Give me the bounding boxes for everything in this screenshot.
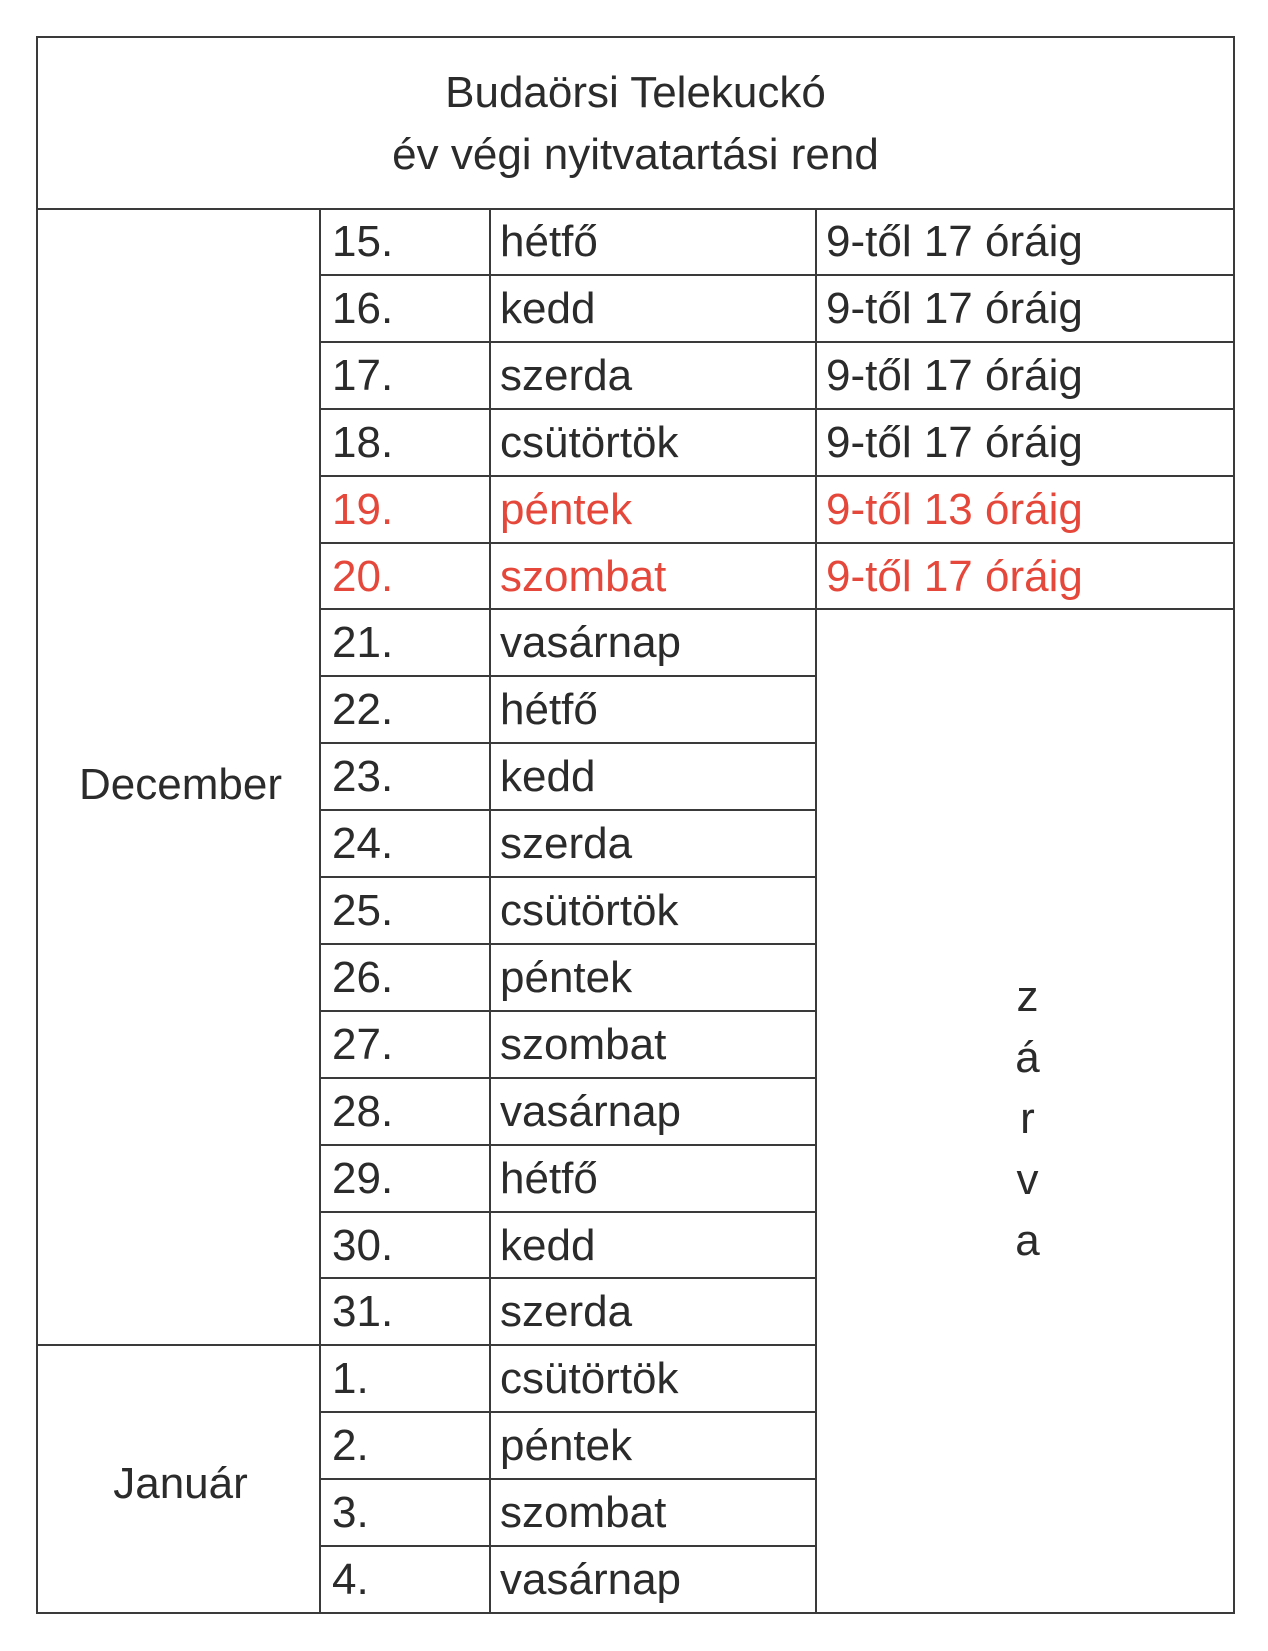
month-divider	[38, 1344, 320, 1346]
closed-letter: a	[1015, 1216, 1040, 1265]
column-divider-hours	[815, 208, 817, 1613]
weekday-name: kedd	[500, 283, 596, 333]
month-december: December	[79, 760, 282, 809]
weekday-name: kedd	[500, 752, 596, 802]
day-number: 22.	[332, 685, 394, 735]
weekday-name: szombat	[500, 1488, 667, 1538]
row-divider	[320, 475, 1233, 477]
opening-hours: 9-től 17 óráig	[826, 350, 1083, 400]
schedule-title	[36, 36, 1235, 210]
row-divider	[320, 408, 1233, 410]
opening-hours: 9-től 17 óráig	[826, 551, 1083, 601]
row-divider	[320, 608, 1233, 610]
weekday-name: vasárnap	[500, 618, 682, 668]
day-number: 23.	[332, 752, 394, 802]
opening-hours: 9-től 17 óráig	[826, 417, 1083, 467]
day-number: 24.	[332, 819, 394, 869]
weekday-name: szerda	[500, 819, 633, 869]
weekday-name: hétfő	[500, 217, 598, 266]
weekday-name: vasárnap	[500, 1086, 682, 1136]
day-number: 1.	[332, 1354, 369, 1404]
opening-hours: 9-től 13 óráig	[826, 484, 1083, 534]
day-number: 21.	[332, 618, 394, 668]
row-divider	[320, 274, 1233, 276]
weekday-name: szerda	[500, 350, 633, 400]
day-number: 18.	[332, 417, 394, 467]
title-line-2: év végi nyitvatartási rend	[392, 130, 879, 179]
day-number: 17.	[332, 350, 394, 400]
day-number: 20.	[332, 551, 394, 601]
day-number: 25.	[332, 886, 394, 935]
weekday-name: péntek	[500, 1421, 633, 1471]
closed-letter: r	[1020, 1094, 1035, 1143]
weekday-name: csütörtök	[500, 1354, 679, 1404]
day-number: 27.	[332, 1019, 394, 1069]
month-januar: Január	[113, 1459, 248, 1508]
row-divider	[320, 341, 1233, 343]
title-line-1: Budaörsi Telekuckó	[445, 68, 826, 117]
day-number: 3.	[332, 1488, 369, 1538]
day-number: 26.	[332, 952, 394, 1002]
column-divider-weekday	[489, 208, 491, 1613]
day-number: 16.	[332, 283, 394, 333]
weekday-name: péntek	[500, 484, 633, 534]
weekday-name: szombat	[500, 551, 667, 601]
column-divider-day	[319, 208, 321, 1613]
day-number: 30.	[332, 1220, 394, 1270]
day-number: 15.	[332, 217, 394, 266]
weekday-name: szerda	[500, 1287, 633, 1337]
closed-letter: v	[1016, 1155, 1039, 1204]
weekday-name: hétfő	[500, 1153, 598, 1203]
weekday-name: csütörtök	[500, 886, 679, 935]
day-number: 28.	[332, 1086, 394, 1136]
day-number: 29.	[332, 1153, 394, 1203]
weekday-name: kedd	[500, 1220, 596, 1270]
weekday-name: péntek	[500, 952, 633, 1002]
weekday-name: vasárnap	[500, 1555, 682, 1604]
day-number: 4.	[332, 1555, 369, 1604]
weekday-name: hétfő	[500, 685, 598, 735]
weekday-name: csütörtök	[500, 417, 679, 467]
day-number: 31.	[332, 1287, 394, 1337]
closed-letter: á	[1015, 1033, 1040, 1082]
row-divider	[320, 542, 1233, 544]
closed-letter: z	[1016, 972, 1039, 1021]
weekday-name: szombat	[500, 1019, 667, 1069]
opening-hours: 9-től 17 óráig	[826, 217, 1083, 266]
closed-label	[820, 966, 1235, 1271]
opening-hours: 9-től 17 óráig	[826, 283, 1083, 333]
day-number: 2.	[332, 1421, 369, 1471]
day-number: 19.	[332, 484, 394, 534]
